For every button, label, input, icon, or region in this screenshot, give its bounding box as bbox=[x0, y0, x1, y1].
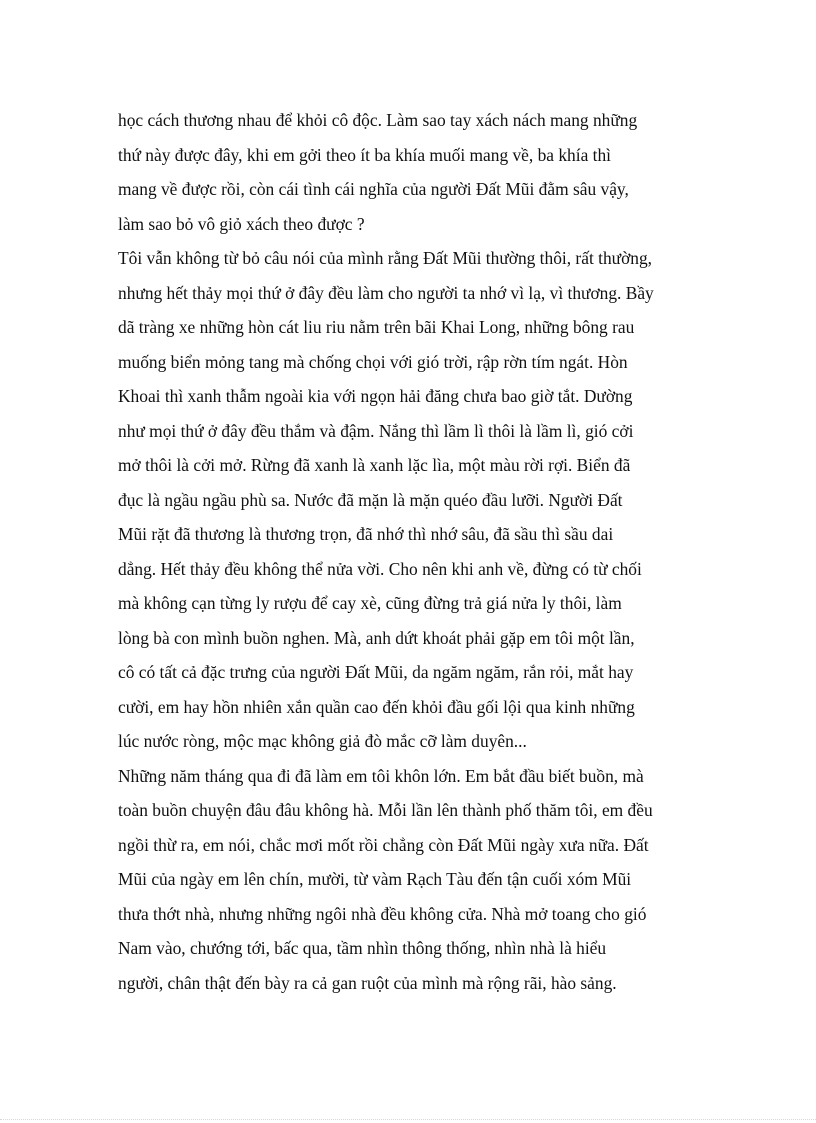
page-bottom-divider bbox=[0, 1119, 816, 1120]
text-line: như mọi thứ ở đây đều thắm và đậm. Nắng thì lầm lì thôi là lầm lì, gió cởi bbox=[118, 420, 634, 441]
text-line: cô có tất cả đặc trưng của người Đất Mũi, da ngăm ngăm, rắn rỏi, mắt hay bbox=[118, 662, 634, 682]
text-line: mở thôi là cởi mở. Rừng đã xanh là xanh lặc lìa, một màu rời rợi. Biển đã bbox=[118, 455, 631, 475]
text-line: lòng bà con mình buồn nghen. Mà, anh dứt khoát phải gặp em tôi một lần, bbox=[118, 627, 635, 648]
text-line: toàn buồn chuyện đâu đâu không hà. Mỗi lần lên thành phố thăm tôi, em đều bbox=[118, 800, 653, 820]
text-line: cười, em hay hồn nhiên xắn quần cao đến khỏi đầu gối lội qua kinh những bbox=[118, 696, 635, 717]
text-line: người, chân thật đến bày ra cả gan ruột của mình mà rộng rãi, hào sảng. bbox=[118, 972, 617, 993]
body-text bbox=[118, 106, 698, 1003]
text-line: dã tràng xe những hòn cát liu riu nằm trên bãi Khai Long, những bông rau bbox=[118, 317, 635, 337]
text-line: muống biển mỏng tang mà chống chọi với gió trời, rập rờn tím ngát. Hòn bbox=[118, 351, 628, 372]
text-line: Mũi rặt đã thương là thương trọn, đã nhớ thì nhớ sâu, đã sầu thì sầu dai bbox=[118, 524, 614, 544]
text-line: đục là ngầu ngầu phù sa. Nước đã mặn là mặn quéo đầu lưỡi. Người Đất bbox=[118, 489, 623, 510]
text-line: làm sao bỏ vô giỏ xách theo được ? bbox=[118, 213, 365, 234]
text-line: mà không cạn từng ly rượu để cay xè, cũng đừng trả giá nửa ly thôi, làm bbox=[118, 593, 622, 613]
text-line: dẳng. Hết thảy đều không thể nửa vời. Cho nên khi anh về, đừng có từ chối bbox=[118, 558, 642, 579]
text-line: học cách thương nhau để khỏi cô độc. Làm sao tay xách nách mang những bbox=[118, 110, 638, 130]
text-line: nhưng hết thảy mọi thứ ở đây đều làm cho người ta nhớ vì lạ, vì thương. Bầy bbox=[118, 282, 654, 303]
text-line: Mũi của ngày em lên chín, mười, từ vàm Rạch Tàu đến tận cuối xóm Mũi bbox=[118, 869, 632, 889]
text-line: Những năm tháng qua đi đã làm em tôi khôn lớn. Em bắt đầu biết buồn, mà bbox=[118, 765, 644, 786]
text-line: mang về được rồi, còn cái tình cái nghĩa của người Đất Mũi đằm sâu vậy, bbox=[118, 179, 629, 199]
text-line: ngồi thừ ra, em nói, chắc mơi mốt rồi chẳng còn Đất Mũi ngày xưa nữa. Đất bbox=[118, 834, 649, 855]
text-line: Khoai thì xanh thẫm ngoài kia với ngọn hải đăng chưa bao giờ tắt. Dường bbox=[118, 386, 633, 406]
text-line: lúc nước ròng, mộc mạc không giả đò mắc cỡ làm duyên... bbox=[118, 731, 527, 751]
text-line: thứ này được đây, khi em gởi theo ít ba khía muối mang về, ba khía thì bbox=[118, 144, 612, 165]
text-line: Nam vào, chướng tới, bấc qua, tầm nhìn thông thống, nhìn nhà là hiểu bbox=[118, 938, 607, 958]
text-line: Tôi vẫn không từ bỏ câu nói của mình rằng Đất Mũi thường thôi, rất thường, bbox=[118, 248, 653, 268]
text-line: thưa thớt nhà, nhưng những ngôi nhà đều không cửa. Nhà mở toang cho gió bbox=[118, 903, 647, 924]
